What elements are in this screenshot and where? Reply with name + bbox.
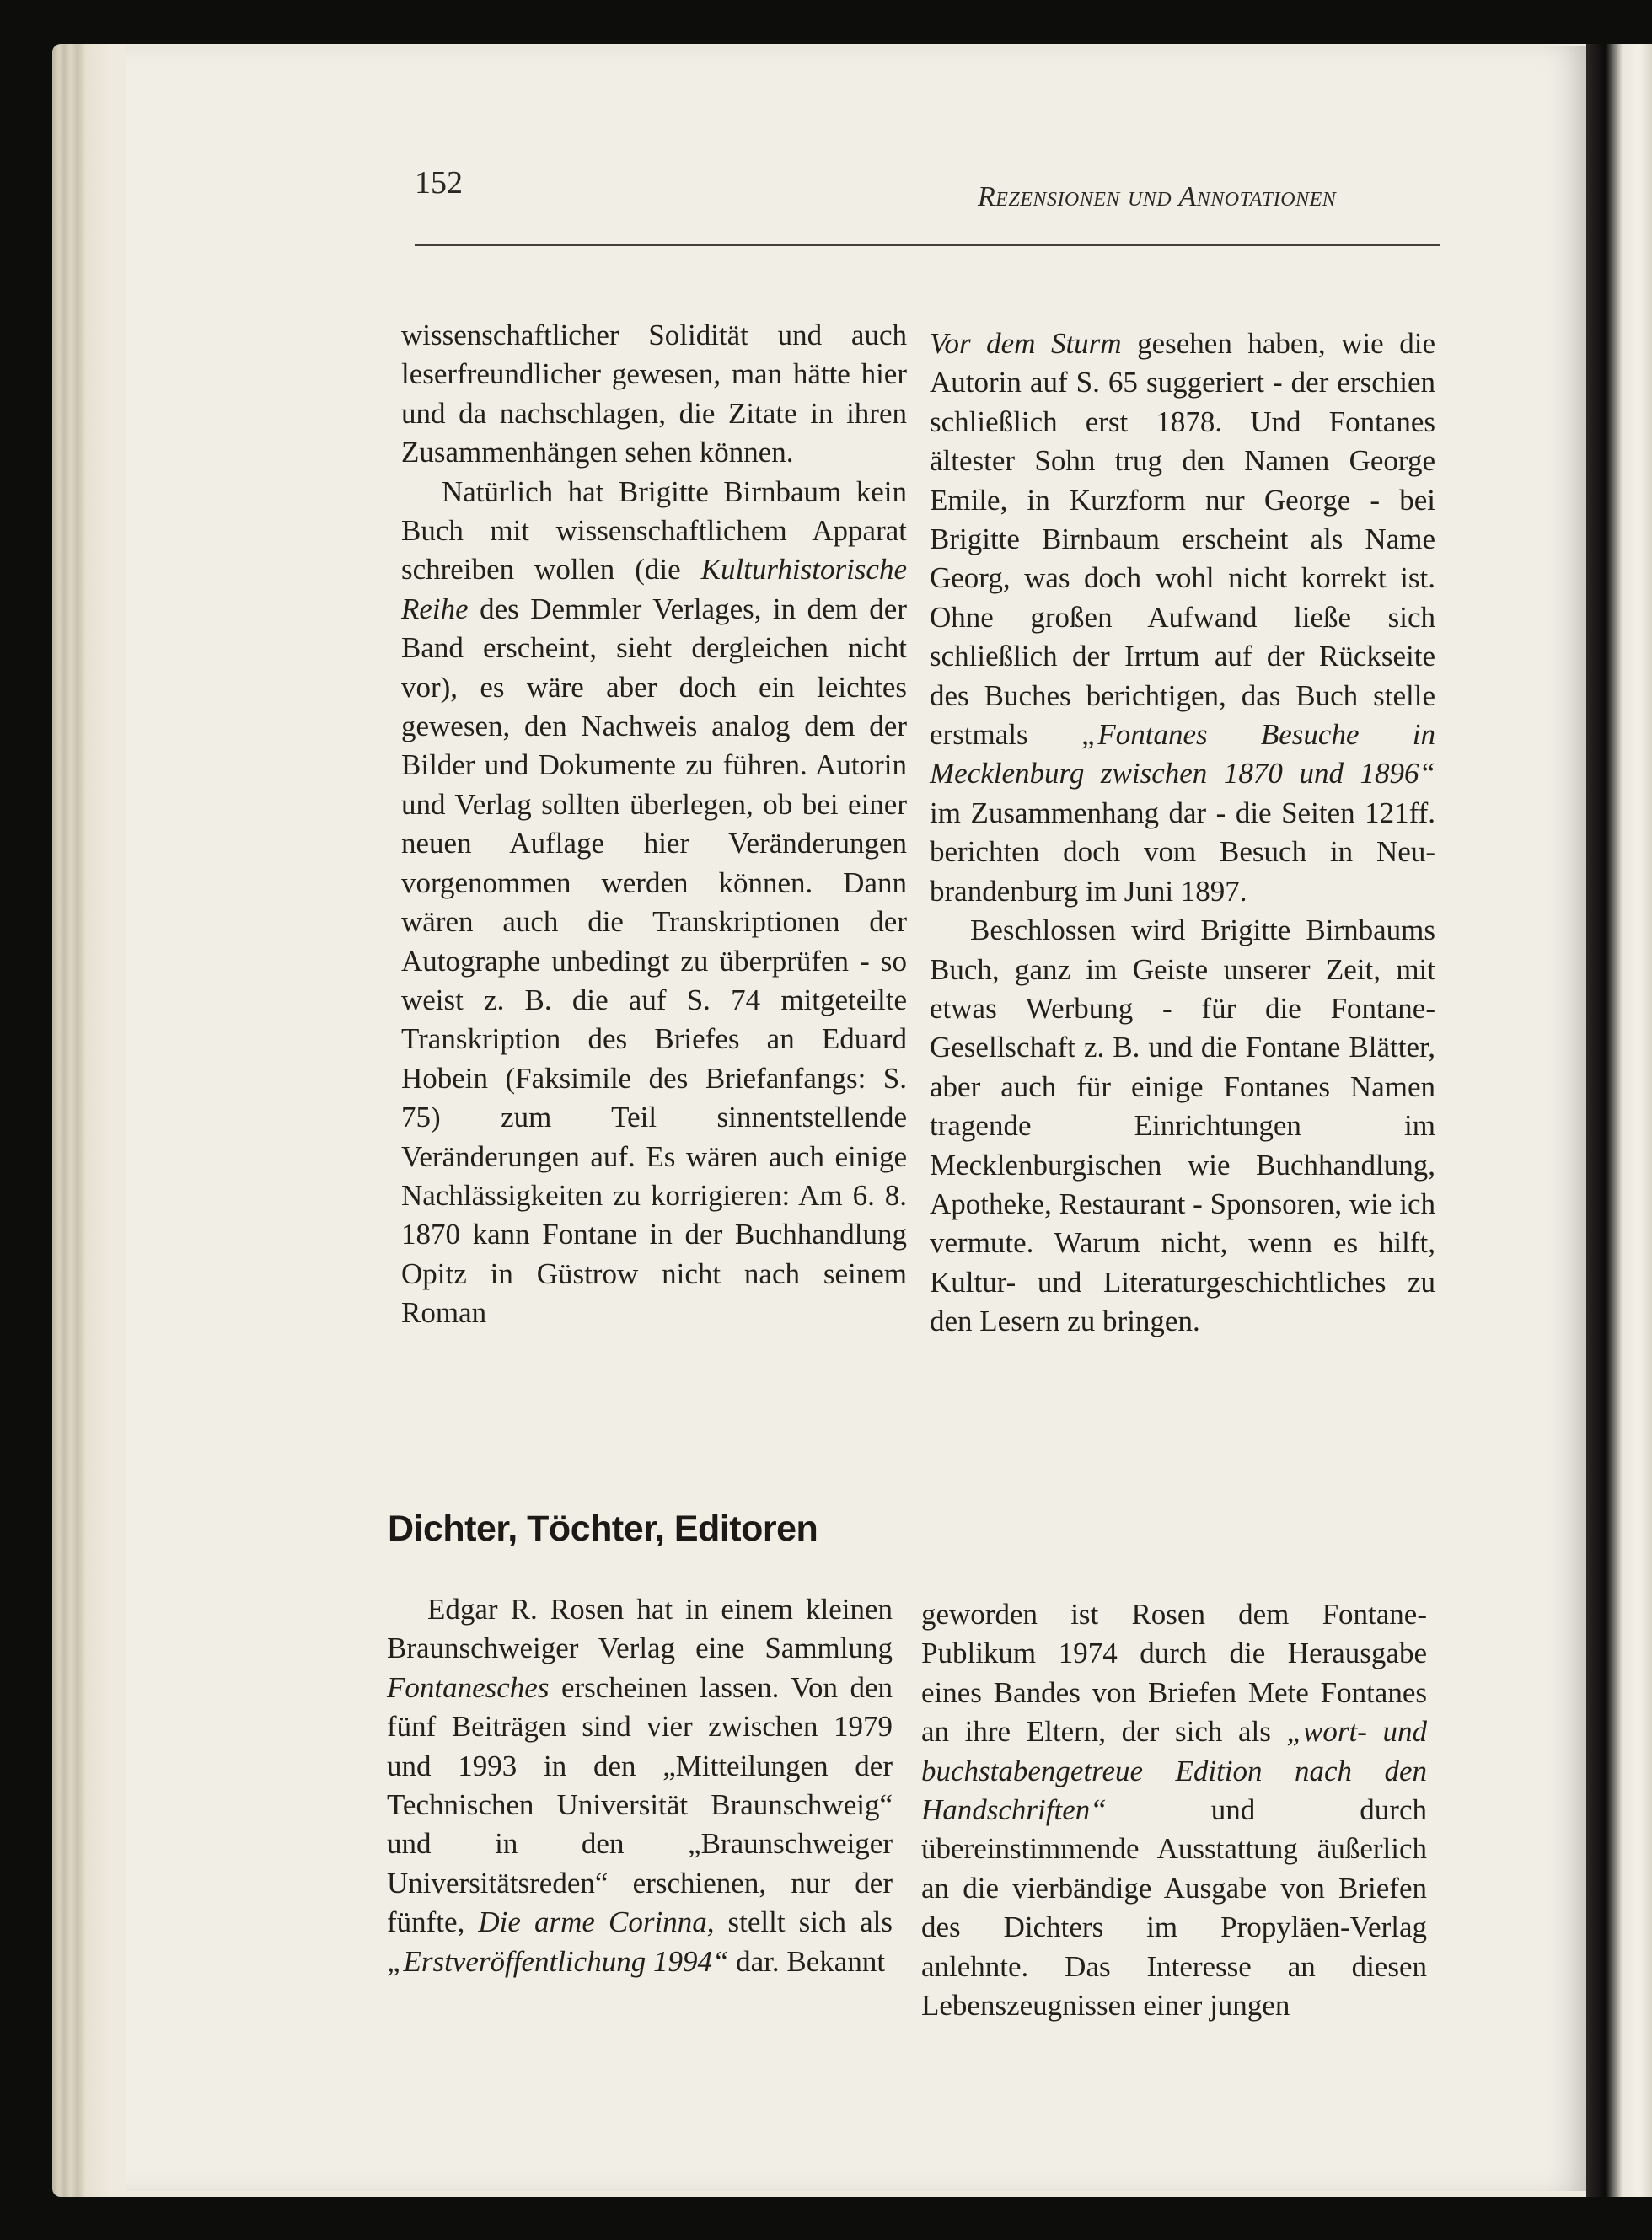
text-run-italic: Kulturhistorische Reihe bbox=[401, 553, 907, 625]
text-run: dar. Bekannt bbox=[728, 1944, 886, 1978]
text-run: des Demmler Verlages, in dem der Band erscheint, sieht dergleichen nicht vor), es wäre aber doch ein leichtes gewesen, den Nachweis analog dem der Bilder und Dokumente zu führen. Autorin und Verlag sollten überlegen, ob bei einer neuen Auflage hier Veränderungen vorgenommen werden können. Dann wären auch die Transkriptionen der Autographe unbedingt zu überprüfen - so weist z. B. die auf S. 74 mitgeteilte Transkription des Briefes an Eduard Hobein (Faksimile des Briefanfangs: S. 75) zum Teil sinnentstellende Veränderungen auf. Es wären auch einige Nachlässigkeiten zu korrigieren: Am 6. 8. 1870 kann Fontane in der Buchhandlung Opitz in Güstrow nicht nach seinem Roman bbox=[401, 592, 907, 1330]
text-column bbox=[387, 1590, 893, 1981]
header-rule bbox=[415, 244, 1440, 246]
text-run: Beschlossen wird Brigitte Birnbaums Buch, ganz im Geiste unserer Zeit, mit etwas Werbung - für die Fontane-Gesellschaft z. B. und die Fontane Blätter, aber auch für einige Fontanes Namen tragende Einrichtungen im Mecklenburgischen wie Buchhandlung, Apotheke, Restaurant - Sponsoren, wie ich vermute. Warum nicht, wenn es hilft, Kultur- und Literaturgeschichtliches zu den Lesern zu bringen. bbox=[930, 914, 1435, 1338]
text-column bbox=[921, 1595, 1427, 2025]
paragraph bbox=[401, 473, 907, 1333]
text-run: Natürlich hat Brigitte Birnbaum kein Buch mit wissenschaftlichem Apparat schreiben wollen (die bbox=[401, 474, 907, 587]
text-run-italic: „Fontanes Besuche in Mecklenburg zwischen 1870 und 1896“ bbox=[930, 718, 1435, 790]
text-run: stellt sich als bbox=[714, 1905, 893, 1939]
text-run: erscheinen lassen. Von den fünf Beiträgen sind vier zwischen 1979 und 1993 in den „Mitteilungen der Technischen Universität Braunschweig“ und in den „Braunschweiger Universitätsreden“ erschienen, nur der fünfte, bbox=[387, 1670, 893, 1939]
paragraph bbox=[921, 1595, 1427, 2025]
text-run: und durch übereinstimmende Ausstattung äußerlich an die vierbändige Ausgabe von Briefen des Dichters im Propyläen-Verlag anlehnte. Das Interesse an diesen Lebenszeugnissen einer jungen bbox=[921, 1793, 1427, 2023]
text-column bbox=[401, 316, 907, 1333]
text-run: gesehen haben, wie die Autorin auf S. 65 suggeriert - der erschien schließlich erst 1878. Und Fontanes ältester Sohn trug den Namen George Emile, in Kurzform nur George - bei Brigitte Birnbaum erscheint als Name Georg, was doch wohl nicht korrekt ist. Ohne großen Aufwand ließe sich schließlich der Irrtum auf der Rückseite des Buches berichtigen, das Buch stelle erstmals bbox=[930, 327, 1435, 752]
text-run-italic: Fontanesches bbox=[387, 1670, 550, 1704]
running-title: Rezensionen und Annotationen bbox=[978, 181, 1337, 212]
facing-page-edge bbox=[1586, 44, 1652, 2197]
text-column bbox=[930, 324, 1435, 1342]
text-run: im Zusammenhang dar - die Seiten 121ff. berichten doch vom Besuch in Neubrandenburg im Juni 1897. bbox=[930, 796, 1435, 908]
text-run: Edgar R. Rosen hat in einem kleinen Braunschweiger Verlag eine Sammlung bbox=[387, 1593, 893, 1665]
paragraph bbox=[401, 316, 907, 473]
text-run-italic: „Erstveröffentlichung 1994“ bbox=[387, 1944, 729, 1978]
text-run-italic: Die arme Corinna, bbox=[478, 1905, 715, 1939]
text-run-italic: Vor dem Sturm bbox=[930, 327, 1122, 360]
text-run: geworden ist Rosen dem Fontane-Publikum 1974 durch die Herausgabe eines Bandes von Briefen Mete Fontanes an ihre Eltern, der sich als bbox=[921, 1598, 1427, 1749]
text-run: wissenschaftlicher Solidität und auch leserfreundlicher gewesen, man hätte hier und da nachschlagen, die Zitate in ihren Zusammenhängen sehen können. bbox=[401, 319, 907, 469]
section-heading: Dichter, Töchter, Editoren bbox=[388, 1509, 818, 1549]
paragraph bbox=[930, 911, 1435, 1341]
paragraph bbox=[387, 1590, 893, 1981]
page-number: 152 bbox=[415, 165, 463, 201]
text-run-italic: „wort- und buchstabengetreue Edition nach den Handschriften“ bbox=[921, 1715, 1428, 1827]
paragraph bbox=[930, 324, 1435, 911]
